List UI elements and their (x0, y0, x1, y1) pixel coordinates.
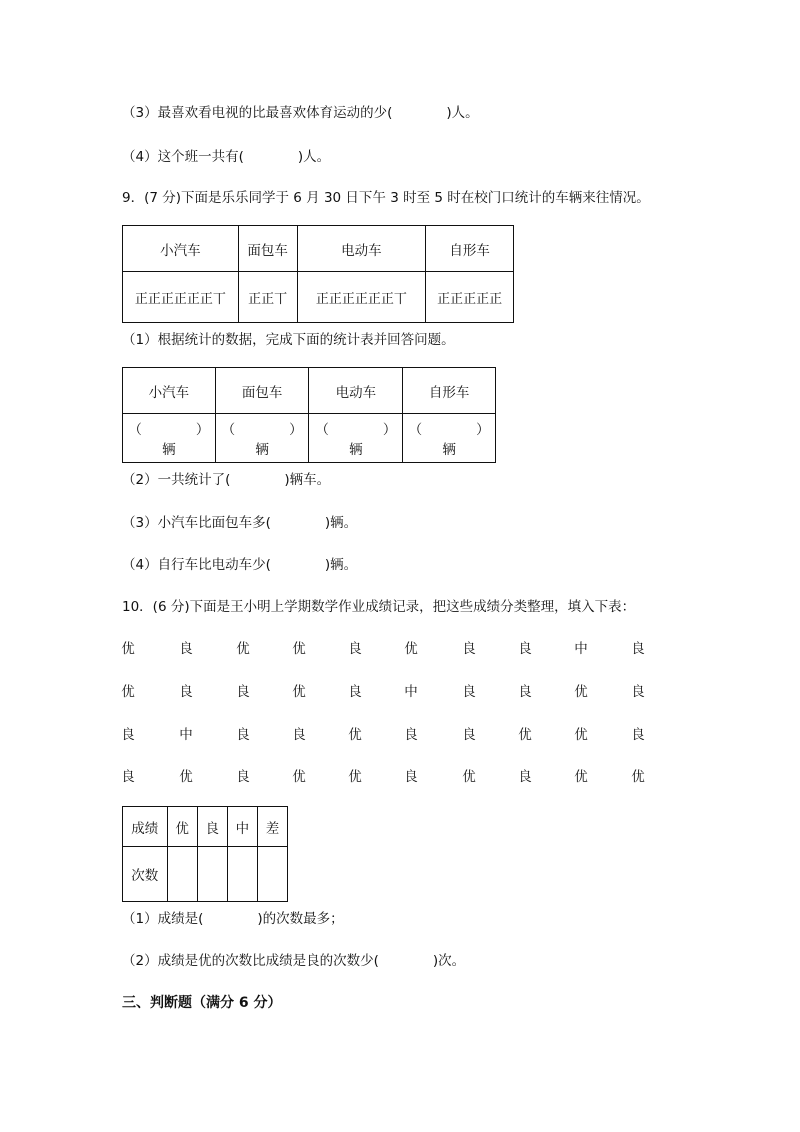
grade-item: 良 (518, 684, 532, 700)
grade-item: 良 (121, 769, 135, 785)
stat-header-van: 面包车 (215, 368, 309, 414)
q10-sub1: （1）成绩是( )的次数最多； (122, 911, 344, 927)
tally-bicycle: 正正正正正 (426, 272, 514, 323)
q9-stat-table (122, 367, 496, 463)
tally-ebike: 正正正正正正丅 (297, 272, 426, 323)
q9-sub4: （4）自行车比电动车少( )辆。 (122, 557, 358, 573)
grade-table-header-good: 良 (197, 807, 227, 847)
grade-count-poor[interactable] (257, 847, 287, 902)
q10-sub2: （2）成绩是优的次数比成绩是良的次数少( )次。 (122, 953, 466, 969)
grade-item: 优 (518, 727, 532, 743)
grade-item: 优 (574, 684, 588, 700)
grade-count-excellent[interactable] (167, 847, 197, 902)
grade-count-good[interactable] (197, 847, 227, 902)
grade-count-medium[interactable] (227, 847, 257, 902)
q10-title: 10．(6 分)下面是王小明上学期数学作业成绩记录，把这些成绩分类整理，填入下表： (122, 599, 636, 615)
q10-grade-table (122, 806, 288, 902)
stat-header-car: 小汽车 (123, 368, 216, 414)
q9-sub2: （2）一共统计了( )辆车。 (122, 472, 331, 488)
tally-header-bicycle: 自形车 (426, 226, 514, 272)
grade-item: 优 (236, 641, 250, 657)
grade-row (0, 723, 800, 743)
grade-item: 良 (462, 727, 476, 743)
stat-cell-car[interactable]: （ ）辆 (123, 414, 216, 463)
grade-item: 优 (631, 769, 645, 785)
grade-item: 优 (574, 769, 588, 785)
grade-item: 良 (121, 727, 135, 743)
grade-item: 良 (631, 684, 645, 700)
grade-table-header-medium: 中 (227, 807, 257, 847)
grade-item: 良 (236, 727, 250, 743)
grade-item: 良 (348, 641, 362, 657)
grade-item: 优 (121, 641, 135, 657)
tally-header-car: 小汽车 (123, 226, 239, 272)
grade-item: 优 (292, 769, 306, 785)
grade-item: 良 (404, 769, 418, 785)
tally-header-van: 面包车 (238, 226, 297, 272)
grade-item: 良 (236, 684, 250, 700)
q9-sub3: （3）小汽车比面包车多( )辆。 (122, 515, 358, 531)
q8-sub3: （3）最喜欢看电视的比最喜欢体育运动的少( )人。 (122, 105, 479, 121)
grade-item: 中 (179, 727, 193, 743)
grade-item: 良 (292, 727, 306, 743)
grade-item: 优 (574, 727, 588, 743)
grade-item: 良 (404, 727, 418, 743)
grade-item: 优 (121, 684, 135, 700)
grade-item: 良 (631, 641, 645, 657)
grade-item: 优 (462, 769, 476, 785)
q8-sub4: （4）这个班一共有( )人。 (122, 149, 331, 165)
grade-item: 中 (404, 684, 418, 700)
section3-heading: 三、判断题（满分 6 分） (122, 995, 282, 1011)
grade-item: 良 (236, 769, 250, 785)
grade-item: 良 (518, 769, 532, 785)
grade-item: 中 (574, 641, 588, 657)
grade-item: 优 (292, 641, 306, 657)
grade-item: 优 (348, 727, 362, 743)
grade-row (0, 637, 800, 657)
stat-cell-ebike[interactable]: （ ）辆 (309, 414, 403, 463)
grade-item: 良 (348, 684, 362, 700)
grade-item: 优 (179, 769, 193, 785)
stat-header-bicycle: 自形车 (403, 368, 496, 414)
q9-sub1: （1）根据统计的数据，完成下面的统计表并回答问题。 (122, 332, 455, 348)
grade-table-header-label: 成绩 (123, 807, 168, 847)
tally-car: 正正正正正正丅 (123, 272, 239, 323)
grade-table-count-label: 次数 (123, 847, 168, 902)
grade-item: 良 (179, 684, 193, 700)
grade-item: 良 (462, 684, 476, 700)
tally-header-ebike: 电动车 (297, 226, 426, 272)
stat-cell-bicycle[interactable]: （ ）辆 (403, 414, 496, 463)
q9-title: 9．(7 分)下面是乐乐同学于 6 月 30 日下午 3 时至 5 时在校门口统计的车辆来往情况。 (122, 190, 650, 206)
q9-tally-table (122, 225, 514, 323)
grade-table-header-poor: 差 (257, 807, 287, 847)
grade-table-header-excellent: 优 (167, 807, 197, 847)
grade-item: 优 (292, 684, 306, 700)
grade-row (0, 680, 800, 700)
grade-item: 良 (462, 641, 476, 657)
tally-van: 正正丅 (238, 272, 297, 323)
grade-item: 良 (518, 641, 532, 657)
stat-cell-van[interactable]: （ ）辆 (215, 414, 309, 463)
grade-item: 良 (179, 641, 193, 657)
grade-item: 良 (631, 727, 645, 743)
stat-header-ebike: 电动车 (309, 368, 403, 414)
grade-row (0, 765, 800, 785)
grade-item: 优 (348, 769, 362, 785)
grade-item: 优 (404, 641, 418, 657)
